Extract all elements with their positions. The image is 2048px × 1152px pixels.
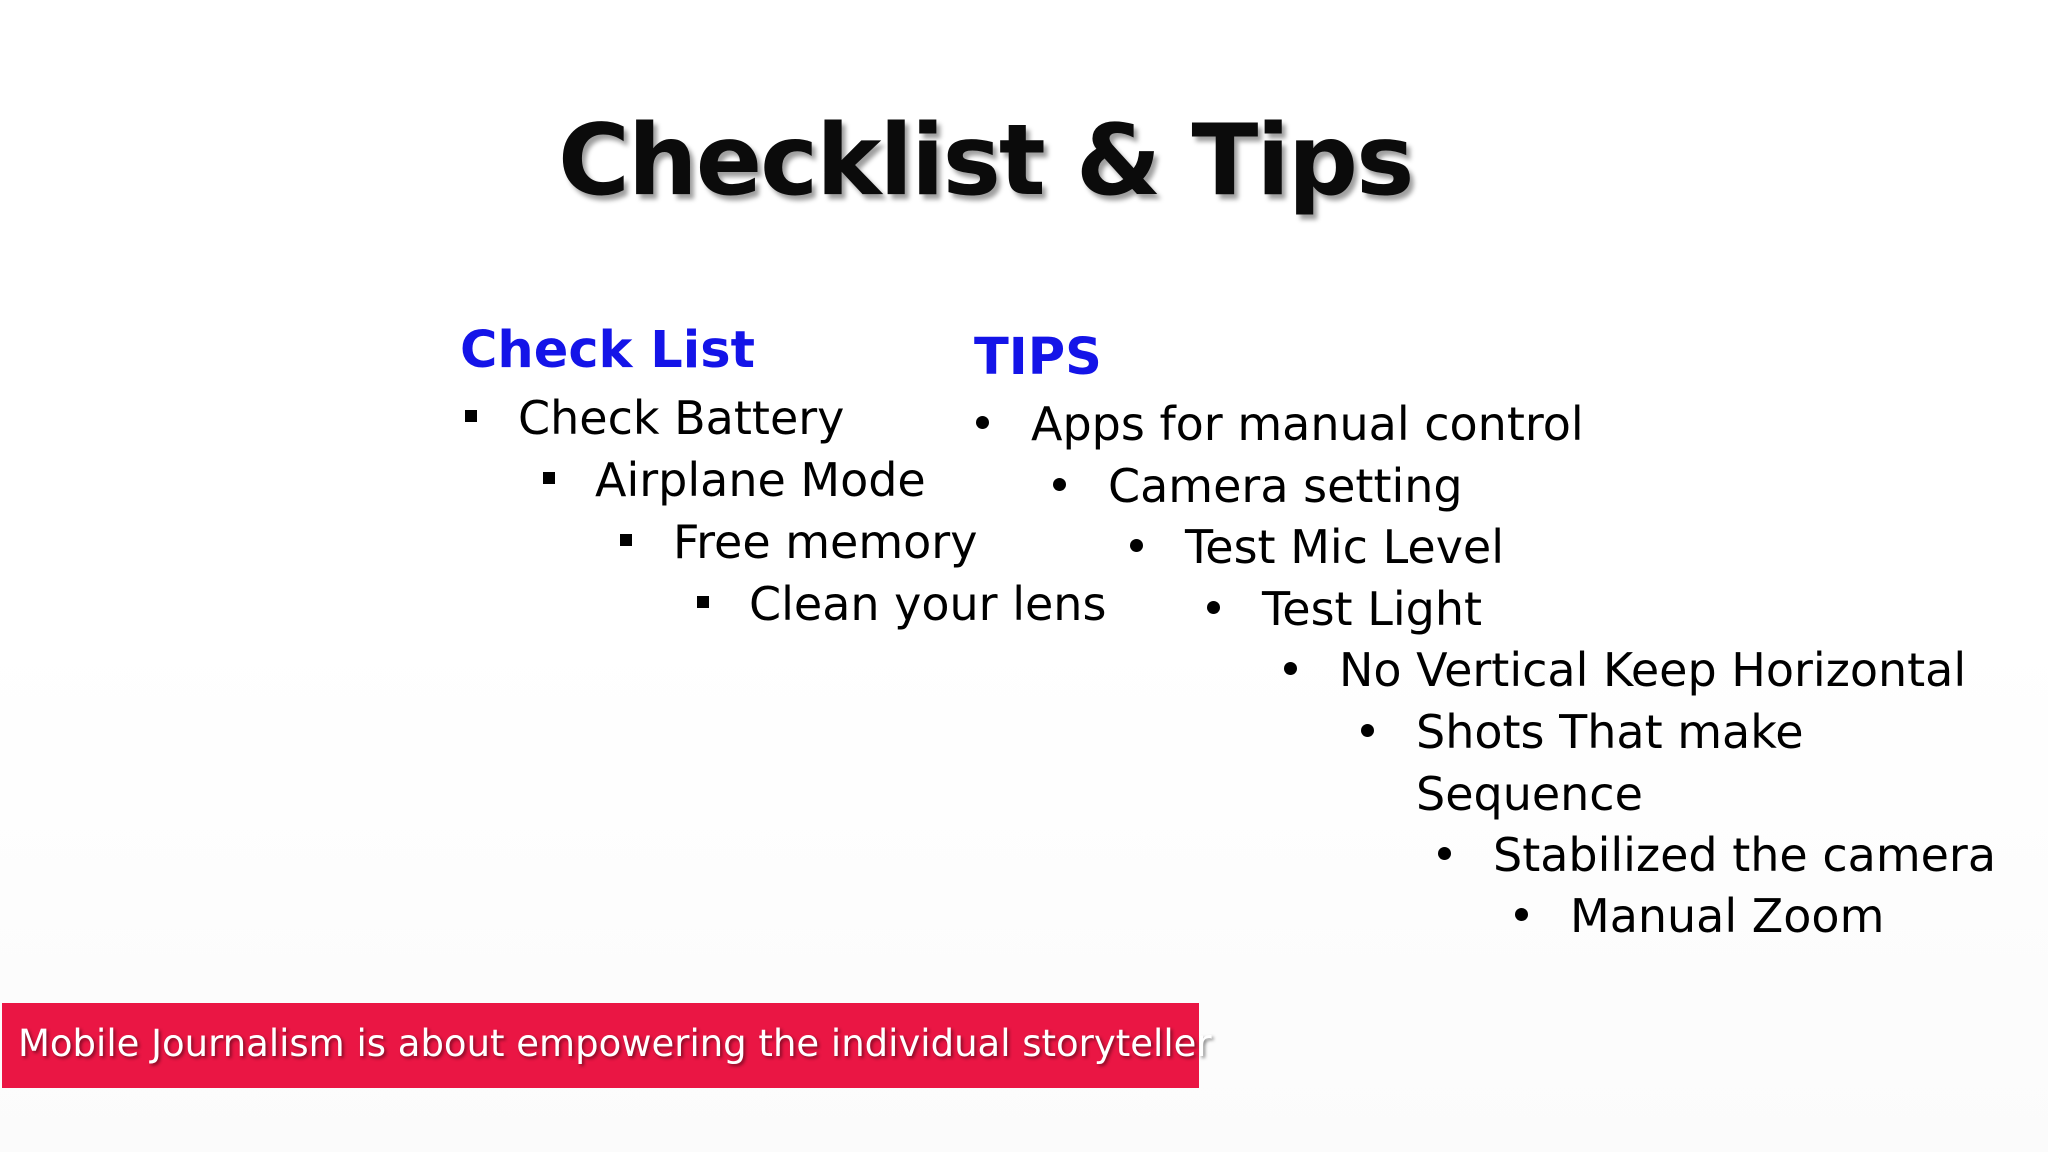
round-bullet-icon (1361, 724, 1374, 737)
tips-item: Camera setting (1108, 459, 1463, 513)
square-bullet-icon (465, 410, 477, 422)
checklist-item: Clean your lens (749, 577, 1107, 631)
round-bullet-icon (1515, 908, 1528, 921)
tips-item: Stabilized the camera (1493, 828, 1997, 882)
round-bullet-icon (1053, 478, 1066, 491)
footer-banner (2, 1003, 1212, 1088)
tips-item: Test Mic Level (1185, 520, 1505, 574)
round-bullet-icon (1438, 847, 1451, 860)
tips-item: Manual Zoom (1570, 889, 1885, 943)
footer-text: Mobile Journalism is about empowering the individual storyteller (18, 1022, 1212, 1065)
round-bullet-icon (1130, 539, 1143, 552)
round-bullet-icon (976, 416, 989, 429)
round-bullet-icon (1207, 601, 1220, 614)
round-bullet-icon (1284, 662, 1297, 675)
checklist-item: Check Battery (518, 391, 845, 445)
checklist-item: Free memory (673, 515, 978, 569)
square-bullet-icon (543, 472, 555, 484)
tips-item: Test Light (1262, 582, 1483, 636)
tips-heading: TIPS (974, 328, 1102, 387)
tips-item: Apps for manual control (1031, 397, 1584, 451)
slide-title: Checklist & Tips (558, 104, 1413, 218)
tips-item: No Vertical Keep Horizontal (1339, 643, 1967, 697)
tips-item-continuation: Sequence (1416, 767, 1643, 821)
tips-item: Shots That make (1416, 705, 1804, 759)
square-bullet-icon (620, 534, 632, 546)
square-bullet-icon (697, 596, 709, 608)
checklist-heading: Check List (460, 321, 755, 380)
checklist-item: Airplane Mode (595, 453, 926, 507)
